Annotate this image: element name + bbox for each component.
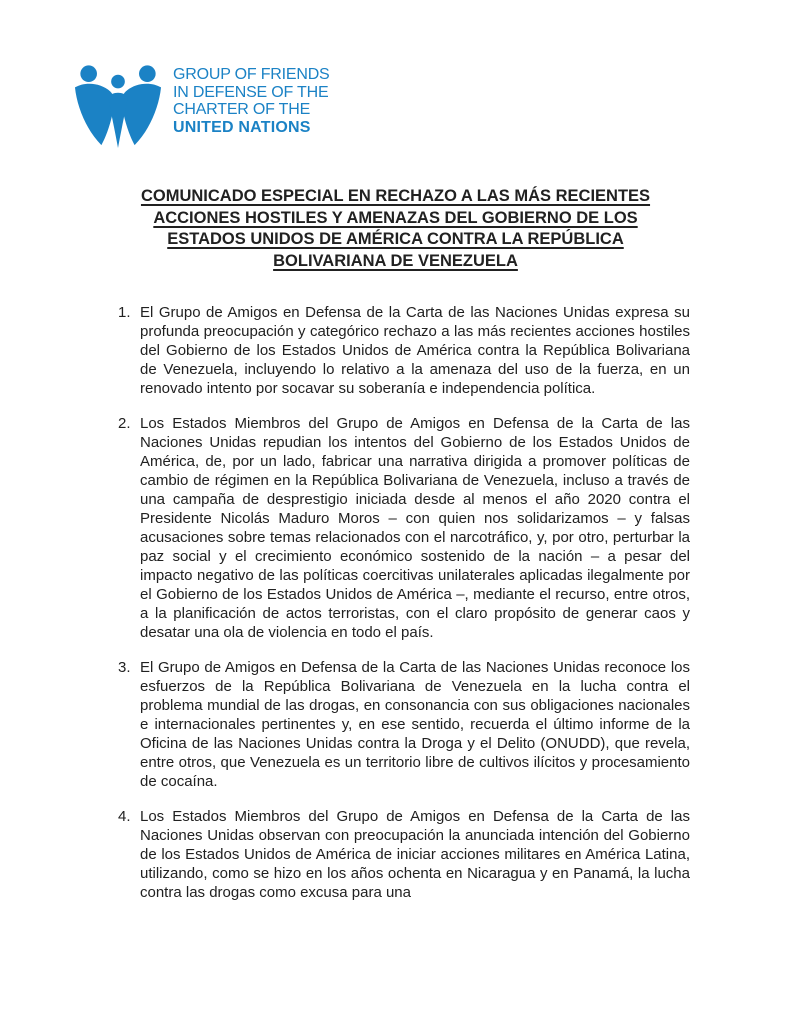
paragraph-number: 4.	[118, 808, 131, 825]
logo-text-line: CHARTER OF THE	[173, 101, 311, 118]
three-people-figures-icon	[72, 62, 164, 150]
logo-text-line-bold: UNITED NATIONS	[173, 118, 311, 136]
numbered-paragraph	[118, 303, 690, 398]
numbered-paragraph	[118, 807, 690, 902]
paragraph-text: El Grupo de Amigos en Defensa de la Carta de las Naciones Unidas expresa su profunda preocupación y categórico rechazo a las más recientes acciones hostiles del Gobierno de los Estados Unidos de América contra la República Bolivariana de Venezuela, incluyendo lo relativo a la amenaza del uso de la fuerza, en un renovado intento por socavar su soberanía e independencia política.	[140, 304, 690, 397]
paragraph-text: Los Estados Miembros del Grupo de Amigos en Defensa de la Carta de las Naciones Unidas repudian los intentos del Gobierno de los Estados Unidos de América, de, por un lado, fabricar una narrativa dirigida a promover políticas de cambio de régimen en la República Bolivariana de Venezuela, incluso a través de una campaña de desprestigio iniciada desde al menos el año 2020 contra el Presidente Nicolás Maduro Moros – con quien nos solidarizamos – y falsas acusaciones sobre temas relacionados con el narcotráfico, y, por otro, perturbar la paz social y el crecimiento económico sostenido de la nación – a pesar del impacto negativo de las políticas coercitivas unilaterales aplicadas ilegalmente por el Gobierno de los Estados Unidos de América –, mediante el recurso, entre otros, a la planificación de actos terroristas, con el claro propósito de generar caos y desatar una ola de violencia en todo el país.	[140, 415, 690, 641]
paragraph-text: El Grupo de Amigos en Defensa de la Carta de las Naciones Unidas reconoce los esfuerzos de la República Bolivariana de Venezuela en la lucha contra el problema mundial de las drogas, en consonancia con sus obligaciones nacionales e internacionales pertinentes y, en ese sentido, recuerda el último informe de la Oficina de las Naciones Unidas contra la Droga y el Delito (ONUDD), que revela, entre otros, que Venezuela es un territorio libre de cultivos ilícitos y procesamiento de cocaína.	[140, 659, 690, 790]
title-line: ESTADOS UNIDOS DE AMÉRICA CONTRA LA REPÚBLICA	[167, 230, 624, 248]
title-line: COMUNICADO ESPECIAL EN RECHAZO A LAS MÁS RECIENTES	[140, 187, 651, 205]
title-line: ACCIONES HOSTILES Y AMENAZAS DEL GOBIERNO DE LOS	[153, 208, 638, 227]
document-title	[0, 186, 791, 272]
title-line: BOLIVARIANA DE VENEZUELA	[273, 251, 518, 270]
paragraph-number: 3.	[118, 659, 131, 676]
paragraph-list	[118, 303, 690, 902]
logo-text-line: GROUP OF FRIENDS	[173, 66, 330, 83]
organization-logo	[72, 62, 330, 150]
numbered-paragraph	[118, 658, 690, 791]
paragraph-number: 1.	[118, 304, 131, 321]
organization-name	[173, 62, 330, 136]
logo-text-line: IN DEFENSE OF THE	[173, 83, 329, 101]
paragraph-number: 2.	[118, 415, 131, 432]
numbered-paragraph	[118, 414, 690, 642]
paragraph-text: Los Estados Miembros del Grupo de Amigos en Defensa de la Carta de las Naciones Unidas observan con preocupación la anunciada intención del Gobierno de los Estados Unidos de América de iniciar acciones militares en América Latina, utilizando, como se hizo en los años ochenta en Nicaragua y en Panamá, la lucha contra las drogas como excusa para una	[140, 808, 690, 901]
